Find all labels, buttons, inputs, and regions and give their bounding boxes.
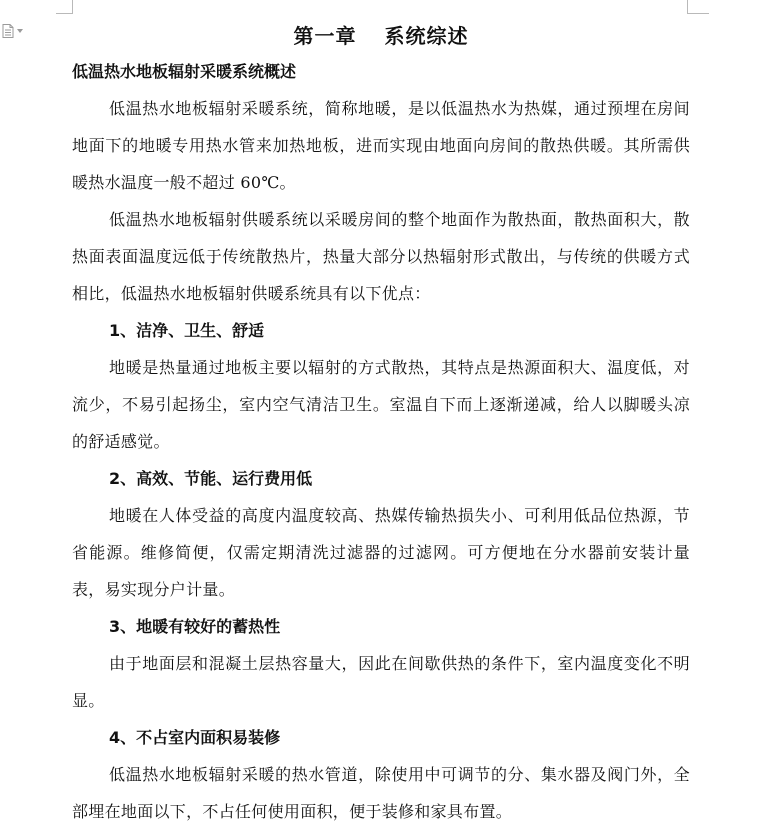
paragraph-intro-1: 低温热水地板辐射采暖系统，简称地暖，是以低温热水为热媒，通过预埋在房间地面下的地暖专用热水管来加热地板，进而实现由地面向房间的散热供暖。其所需供暖热水温度一般不超过 60℃。 bbox=[72, 99, 690, 192]
chapter-title bbox=[72, 18, 690, 54]
paragraph-1: 地暖是热量通过地板主要以辐射的方式散热，其特点是热源面积大、温度低，对流少，不易引起扬尘，室内空气清洁卫生。室温自下而上逐渐递减，给人以脚暖头凉的舒适感觉。 bbox=[72, 358, 690, 451]
paragraph-3: 由于地面层和混凝土层热容量大，因此在间歇供热的条件下，室内温度变化不明显。 bbox=[72, 654, 690, 710]
section-heading: 低温热水地板辐射采暖系统概述 bbox=[72, 62, 297, 81]
paragraph-4: 低温热水地板辐射采暖的热水管道，除使用中可调节的分、集水器及阀门外，全部埋在地面以下，不占任何使用面积，便于装修和家具布置。 bbox=[72, 765, 690, 821]
paragraph-intro-2: 低温热水地板辐射供暖系统以采暖房间的整个地面作为散热面，散热面积大，散热面表面温度远低于传统散热片，热量大部分以热辐射形式散出，与传统的供暖方式相比，低温热水地板辐射供暖系统具有以下优点： bbox=[72, 210, 690, 303]
chevron-down-icon bbox=[17, 29, 23, 33]
navigation-pane-toggle[interactable] bbox=[2, 24, 30, 38]
subheading-1: 1、洁净、卫生、舒适 bbox=[109, 321, 265, 340]
chapter-number: 第一章 bbox=[293, 24, 357, 48]
paragraph-2: 地暖在人体受益的高度内温度较高、热媒传输热损失小、可利用低品位热源，节省能源。维修简便，仅需定期清洗过滤器的过滤网。可方便地在分水器前安装计量表，易实现分户计量。 bbox=[72, 506, 690, 599]
crop-mark-top-left bbox=[56, 13, 73, 14]
chapter-name: 系统综述 bbox=[384, 24, 469, 48]
crop-mark-top-right bbox=[687, 13, 709, 14]
subheading-4: 4、不占室内面积易装修 bbox=[109, 728, 281, 747]
subheading-2: 2、高效、节能、运行费用低 bbox=[109, 469, 313, 488]
document-icon bbox=[2, 24, 14, 38]
crop-mark-top-right bbox=[687, 0, 688, 14]
document-body bbox=[72, 18, 690, 830]
subheading-3: 3、地暖有较好的蓄热性 bbox=[109, 617, 281, 636]
crop-mark-top-left bbox=[72, 0, 73, 14]
